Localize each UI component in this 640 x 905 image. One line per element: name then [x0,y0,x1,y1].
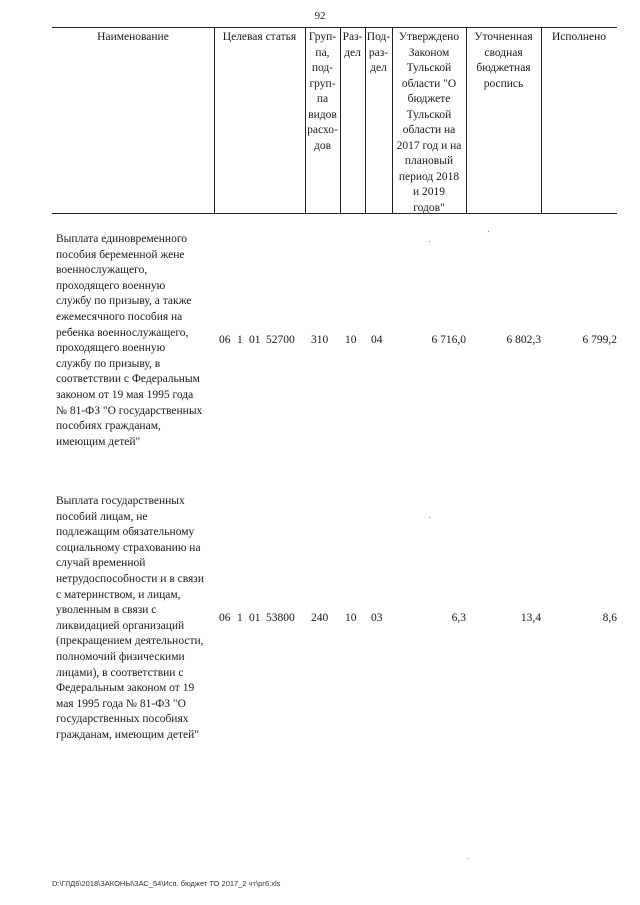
column-divider [541,27,542,214]
scan-speck [468,858,469,859]
table-top-border [52,27,617,28]
page-number: 92 [314,10,326,22]
target-article-code: 06 [219,612,231,624]
refined-amount: 6 802,3 [506,334,541,346]
target-article-code: 01 [249,334,261,346]
row-name: Выплата единовременного пособия беременной жене военнослужащего, проходящего военную службу по призыву, а также ежемесячного пособия на ребенка военнослужащего, проходящего военную службу по призыву, в соответствии с Федеральным законом от 19 мая 1995 года № 81-ФЗ "О государственных пособиях гражданам, имеющим детей" [56,233,203,448]
header-name: Наименование [97,31,169,43]
header-approved-by-law: Утверждено Законом Тульской области "О бюджете Тульской области на 2017 год и на плановый период 2018 и 2019 годов" [396,31,462,214]
scan-speck [488,231,489,232]
header-subsection: Под- раз- дел [366,31,391,74]
target-article-code: 06 [219,334,231,346]
scan-speck [429,241,430,242]
header-target-article: Целевая статья [222,31,297,43]
header-section: Раз- дел [342,31,363,59]
approved-amount: 6 716,0 [431,334,466,346]
header-executed: Исполнено [551,31,607,43]
target-article-code: 53800 [266,612,295,624]
executed-amount: 6 799,2 [582,334,617,346]
header-expense-group: Груп- па, под- груп- па видов расхо- дов [307,31,338,152]
file-path-footer: D:\ГЛД6\2018\ЗАКОНЫ\ЗАС_54\Исп. бюджет ТО 2017_2 чт\рг6.xls [52,879,281,888]
header-refined-budget: Уточненная сводная бюджетная роспись [474,31,533,90]
scan-speck [429,517,430,518]
row-name: Выплата государственных пособий лицам, не подлежащим обязательному социальному страхованию на случай временной нетрудоспособности и в связи с материнством, и лицам, уволенным в связи с ликвидацией организаций (прекращением деятельности, полномочий физическими лицами), в соответствии с Федеральным законом от 19 мая 1995 года № 81-ФЗ "О государственных пособиях гражданам, имеющим детей" [56,495,204,741]
target-article-code: 52700 [266,334,295,346]
executed-amount: 8,6 [602,612,617,624]
column-divider [214,27,215,214]
subsection-code: 03 [371,612,383,624]
target-article-code: 01 [249,612,261,624]
expense-group-code: 310 [311,334,329,346]
refined-amount: 13,4 [520,612,541,624]
section-code: 10 [345,334,357,346]
expense-group-code: 240 [311,612,329,624]
target-article-code: 1 [237,612,243,624]
subsection-code: 04 [371,334,383,346]
approved-amount: 6,3 [451,612,466,624]
target-article-code: 1 [237,334,243,346]
section-code: 10 [345,612,357,624]
table-header-bottom-border [52,213,617,214]
